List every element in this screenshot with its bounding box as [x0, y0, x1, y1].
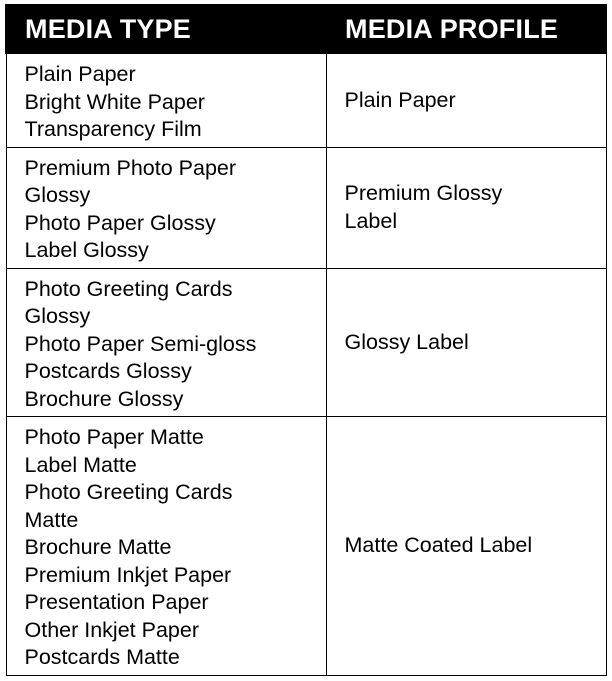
- media-type-item: Photo Paper Matte: [24, 425, 204, 449]
- media-profile-table: [5, 4, 607, 676]
- media-type-item: Photo Paper Semi-gloss: [24, 331, 257, 356]
- table-row: [6, 417, 606, 676]
- media-profile-text: Premium Glossy: [344, 181, 503, 205]
- media-type-cell: [6, 268, 326, 417]
- media-profile-cell: [326, 147, 606, 268]
- media-profile-text: Plain Paper: [344, 87, 456, 112]
- media-type-item: Presentation Paper: [24, 590, 209, 614]
- media-profile-text: Matte Coated Label: [344, 533, 533, 557]
- media-type-cell: [6, 53, 326, 147]
- media-type-item: Brochure Matte: [24, 535, 172, 559]
- media-type-item: Glossy: [24, 304, 91, 328]
- media-type-item: Premium Inkjet Paper: [24, 562, 232, 587]
- table-row: [6, 53, 606, 147]
- media-type-item: Transparency Film: [24, 117, 202, 141]
- table-row: [6, 268, 606, 417]
- media-type-item: Premium Photo Paper: [24, 155, 237, 180]
- media-type-item: Photo Greeting Cards: [24, 276, 233, 301]
- media-profile-header: MEDIA PROFILE: [326, 5, 606, 53]
- table-row: [6, 147, 606, 268]
- media-type-item: Postcards Glossy: [24, 359, 192, 383]
- media-type-item: Other Inkjet Paper: [24, 617, 199, 642]
- media-type-item: Label Glossy: [24, 238, 149, 262]
- media-profile-cell: [326, 417, 606, 676]
- media-type-item: Matte: [24, 507, 79, 532]
- media-type-item: Photo Greeting Cards: [24, 480, 233, 504]
- table-header-row: [6, 5, 606, 53]
- media-type-cell: [6, 147, 326, 268]
- media-type-item: Brochure Glossy: [24, 386, 184, 411]
- media-type-item: Bright White Paper: [24, 89, 205, 114]
- media-profile-cell: [326, 268, 606, 417]
- media-type-item: Plain Paper: [24, 62, 136, 86]
- media-profile-text: Label: [344, 208, 398, 233]
- media-type-item: Photo Paper Glossy: [24, 210, 216, 235]
- media-type-item: Postcards Matte: [24, 645, 180, 669]
- media-type-cell: [6, 417, 326, 676]
- media-type-header: MEDIA TYPE: [6, 5, 326, 53]
- media-profile-text: Glossy Label: [344, 329, 469, 354]
- media-profile-cell: [326, 53, 606, 147]
- media-type-item: Glossy: [24, 183, 91, 207]
- media-type-item: Label Matte: [24, 452, 137, 477]
